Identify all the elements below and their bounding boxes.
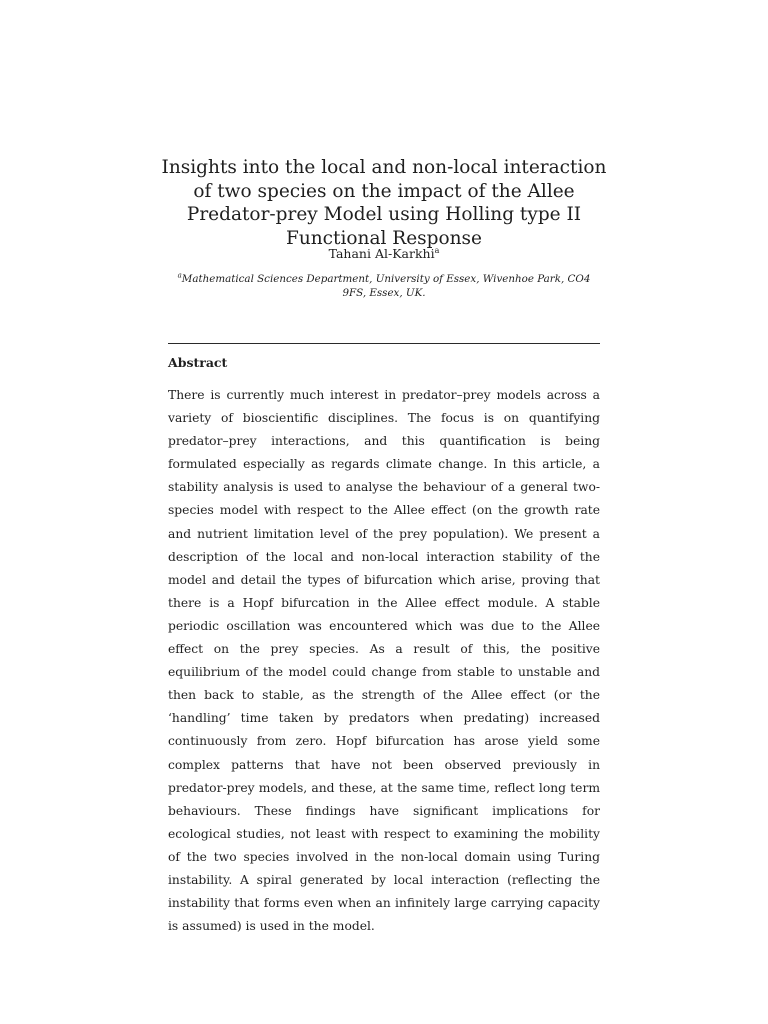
author-line — [150, 246, 618, 262]
affiliation-mark: a — [177, 271, 182, 280]
abstract-divider — [168, 343, 600, 344]
affiliation — [168, 273, 600, 300]
author-name: Tahani Al-Karkhi — [328, 246, 435, 261]
affiliation-text: Mathematical Sciences Department, University of Essex, Wivenhoe Park, CO4 9FS, Essex, UK. — [181, 273, 591, 299]
abstract-heading: Abstract — [168, 355, 228, 370]
abstract-text: There is currently much interest in predator–prey models across a variety of bioscientific disciplines. The focus is on quantifying predator–prey interactions, and this quantification is being formulated especially as regards climate change. In this article, a stability analysis is used to analyse the behaviour of a general two-species model with respect to the Allee effect (on the growth rate and nutrient limitation level of the prey population). We present a description of the local and non-local interaction stability of the model and detail the types of bifurcation which arise, proving that there is a Hopf bifurcation in the Allee effect module. A stable periodic oscillation was encountered which was due to the Allee effect on the prey species. As a result of this, the positive equilibrium of the model could change from stable to unstable and then back to stable, as the strength of the Allee effect (or the ‘handling’ time taken by predators when predating) increased continuously from zero. Hopf bifurcation has arose yield some complex patterns that have not been observed previously in predator-prey models, and these, at the same time, reflect long term behaviours. These findings have significant implications for ecological studies, not least with respect to examining the mobility of the two species involved in the non-local domain using Turing instability. A spiral generated by local interaction (reflecting the instability that forms even when an infinitely large carrying capacity is assumed) is used in the model. — [168, 388, 600, 934]
author-affiliation-mark: a — [434, 245, 440, 255]
paper-title: Insights into the local and non-local interaction of two species on the impact of the Allee Predator-prey Model using Holling type II Functional Response — [161, 157, 607, 249]
